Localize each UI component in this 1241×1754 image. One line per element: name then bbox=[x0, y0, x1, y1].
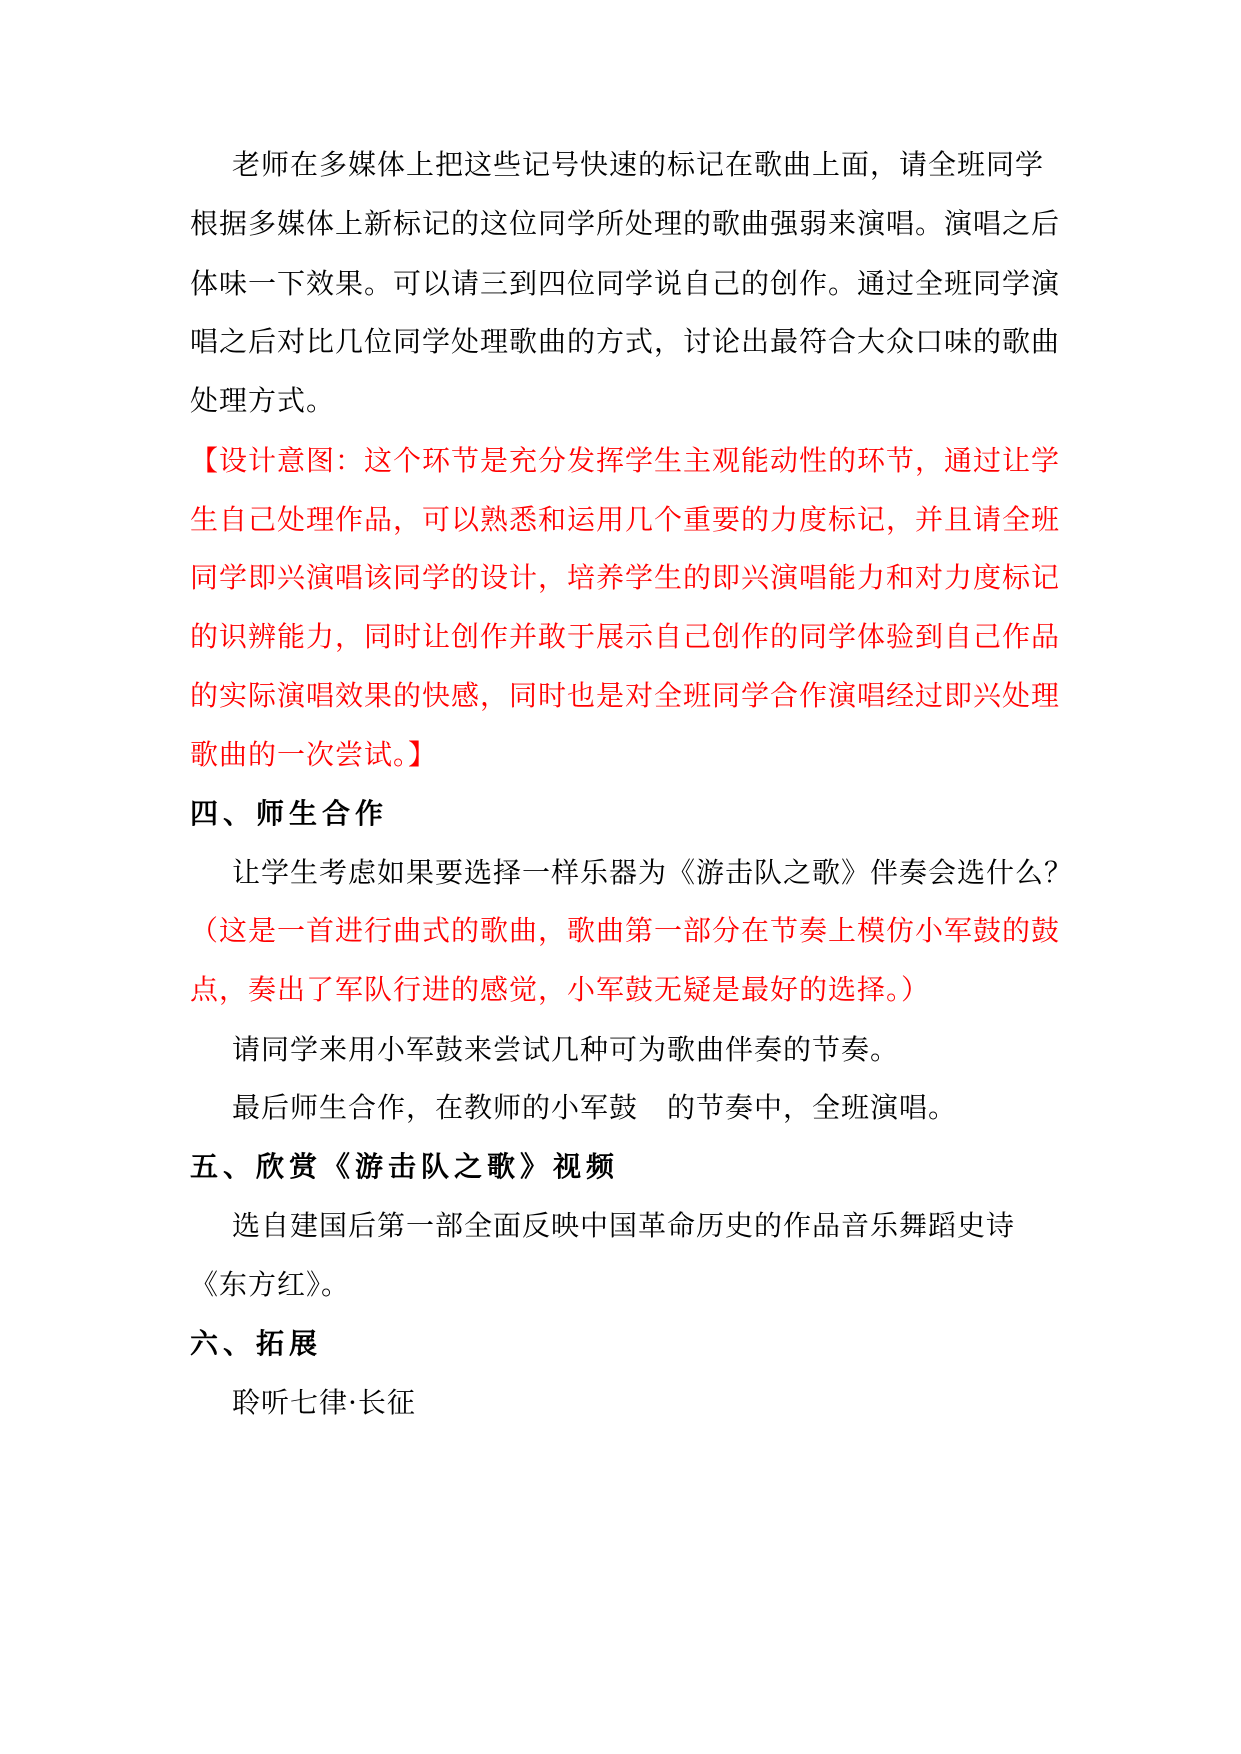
section5-line: 选自建国后第一部全面反映中国革命历史的作品音乐舞蹈史诗 bbox=[232, 1209, 1016, 1242]
section-heading-6: 六、拓展 bbox=[190, 1327, 323, 1360]
design-intent-line: 生自己处理作品，可以熟悉和运用几个重要的力度标记，并且请全班 bbox=[190, 503, 1061, 536]
paragraph1-line: 老师在多媒体上把这些记号快速的标记在歌曲上面，请全班同学 bbox=[232, 148, 1045, 181]
section4-line3: 请同学来用小军鼓来尝试几种可为歌曲伴奏的节奏。 bbox=[232, 1033, 900, 1066]
document-page bbox=[190, 0, 1074, 1754]
paragraph1-line: 处理方式。 bbox=[190, 384, 336, 417]
section4-answer-line: （这是一首进行曲式的歌曲，歌曲第一部分在节奏上模仿小军鼓的鼓 bbox=[190, 914, 1061, 947]
design-intent-line: 歌曲的一次尝试。】 bbox=[190, 738, 438, 771]
section5-line: 《东方红》。 bbox=[190, 1268, 351, 1301]
design-intent-line: 【设计意图：这个环节是充分发挥学生主观能动性的环节，通过让学 bbox=[190, 444, 1061, 477]
section-heading-4: 四、师生合作 bbox=[190, 797, 389, 830]
section6-line: 聆听七律·长征 bbox=[232, 1386, 416, 1419]
design-intent-line: 的识辨能力，同时让创作并敢于展示自己创作的同学体验到自己作品 bbox=[190, 620, 1061, 653]
section4-answer-line: 点，奏出了军队行进的感觉，小军鼓无疑是最好的选择。） bbox=[190, 973, 931, 1006]
paragraph1-line: 体味一下效果。可以请三到四位同学说自己的创作。通过全班同学演 bbox=[190, 267, 1061, 300]
design-intent-line: 的实际演唱效果的快感，同时也是对全班同学合作演唱经过即兴处理 bbox=[190, 679, 1061, 712]
section4-question: 让学生考虑如果要选择一样乐器为《游击队之歌》伴奏会选什么？ bbox=[232, 856, 1074, 889]
section-heading-5: 五、欣赏《游击队之歌》视频 bbox=[190, 1150, 620, 1183]
section4-line4: 最后师生合作，在教师的小军鼓 的节奏中，全班演唱。 bbox=[232, 1091, 958, 1124]
design-intent-line: 同学即兴演唱该同学的设计，培养学生的即兴演唱能力和对力度标记 bbox=[190, 561, 1061, 594]
paragraph1-line: 唱之后对比几位同学处理歌曲的方式，讨论出最符合大众口味的歌曲 bbox=[190, 325, 1061, 358]
paragraph1-line: 根据多媒体上新标记的这位同学所处理的歌曲强弱来演唱。演唱之后 bbox=[190, 207, 1061, 240]
